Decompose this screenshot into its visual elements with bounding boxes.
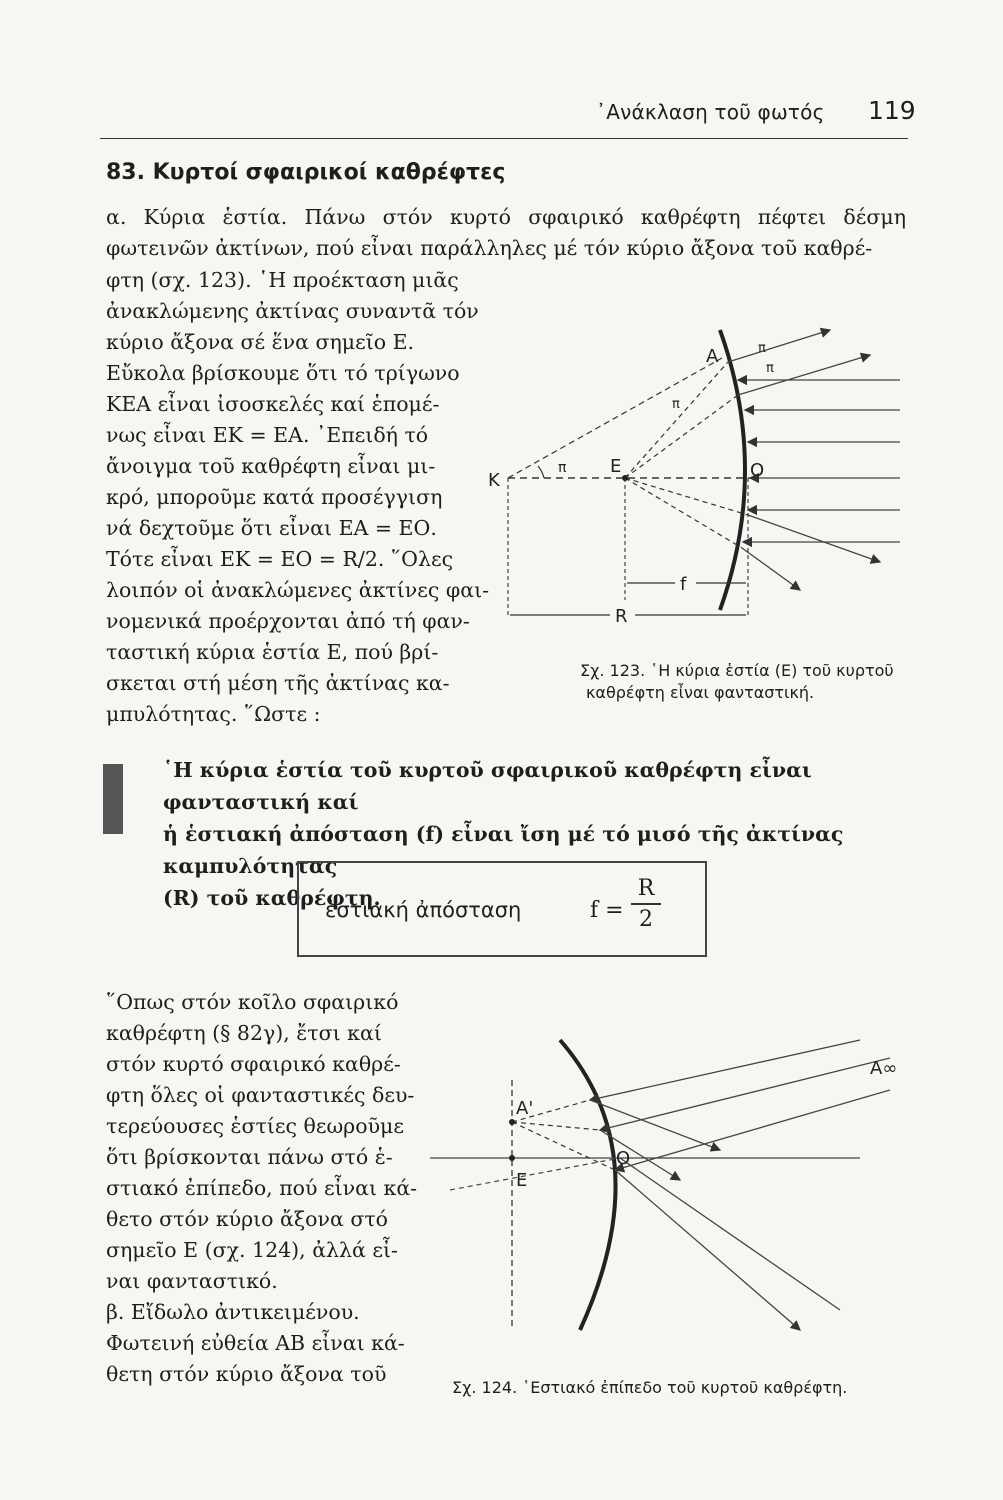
label-A-infinity: A∞ xyxy=(870,1058,898,1079)
label-E: E xyxy=(516,1170,528,1191)
convex-mirror-arc xyxy=(560,1040,616,1330)
figure-123-caption xyxy=(580,660,894,704)
label-A: A xyxy=(706,346,719,367)
text-line: ταστική κύρια ἑστία Ε, πού βρί- xyxy=(106,640,439,664)
formula-label: ἑστιακή ἀπόσταση xyxy=(325,898,522,922)
virtual-extension xyxy=(625,395,738,478)
figure-124-caption: Σχ. 124. ῾Εστιακό ἐπίπεδο τοῦ κυρτοῦ καθρέφτη. xyxy=(452,1378,848,1397)
angle-mark xyxy=(538,466,544,478)
reflected-ray xyxy=(748,515,880,562)
reflected-ray xyxy=(620,1158,840,1310)
label-pi: π xyxy=(766,361,774,376)
text-line: ὅτι βρίσκονται πάνω στό ἑ- xyxy=(106,1145,393,1169)
incident-ray xyxy=(600,1058,890,1130)
column1-text xyxy=(106,265,489,730)
text-line: θετο στόν κύριο ἄξονα στό xyxy=(106,1207,389,1231)
margin-bar xyxy=(103,764,123,834)
label-A-prime: A' xyxy=(516,1098,534,1119)
text-line: Εὔκολα βρίσκουμε ὅτι τό τρίγωνο xyxy=(106,361,460,385)
text-line: φτη ὅλες οἱ φανταστικές δευ- xyxy=(106,1083,415,1107)
text-line: νως εἶναι ΕΚ = ΕΑ. ᾿Επειδή τό xyxy=(106,423,429,447)
running-header-title: ᾿Ανάκλαση τοῦ φωτός xyxy=(596,100,825,124)
statement-line: ῾Η κύρια ἑστία τοῦ κυρτοῦ σφαιρικοῦ καθρέφτη εἶναι φανταστική καί xyxy=(163,758,812,814)
text-line: θετη στόν κύριο ἄξονα τοῦ xyxy=(106,1362,387,1386)
statement-line: (R) τοῦ καθρέφτη. xyxy=(163,886,381,910)
reflected-ray xyxy=(728,330,830,362)
label-pi: π xyxy=(558,460,567,476)
fraction-numerator: R xyxy=(637,876,655,901)
virtual-extension xyxy=(625,478,742,548)
formula-fraction xyxy=(631,876,661,932)
section-title: 83. Κυρτοί σφαιρικοί καθρέφτες xyxy=(106,160,506,185)
reflected-ray xyxy=(615,1170,800,1330)
reflected-ray xyxy=(742,548,800,590)
text-line: νομενικά προέρχονται ἀπό τή φαν- xyxy=(106,609,470,633)
text-line: Τότε εἶναι ΕΚ = ΕΟ = R/2. ῞Ολες xyxy=(106,547,454,571)
label-f: f xyxy=(680,574,687,595)
virtual-extension xyxy=(512,1122,600,1130)
virtual-extension xyxy=(625,478,748,515)
caption-line: Σχ. 123. ῾Η κύρια ἑστία (Ε) τοῦ κυρτοῦ xyxy=(580,661,894,680)
text-line: ΚΕΑ εἶναι ἰσοσκελές καί ἑπομέ- xyxy=(106,392,440,416)
text-line: σκεται στή μέση τῆς ἀκτίνας κα- xyxy=(106,671,450,695)
text-line: κρό, μποροῦμε κατά προσέγγιση xyxy=(106,485,443,509)
caption-line: καθρέφτη εἶναι φανταστική. xyxy=(586,683,815,702)
text-line: νά δεχτοῦμε ὅτι εἶναι ΕΑ = ΕΟ. xyxy=(106,516,437,540)
label-pi: π xyxy=(758,341,766,356)
text-line: καθρέφτη (§ 82γ), ἔτσι καί xyxy=(106,1021,382,1045)
focus-point xyxy=(622,475,628,481)
label-K: K xyxy=(488,470,500,491)
text-line: Φωτεινή εὐθεία ΑΒ εἶναι κά- xyxy=(106,1331,405,1355)
reflected-ray xyxy=(738,355,870,395)
text-line: τερεύουσες ἑστίες θεωροῦμε xyxy=(106,1114,404,1138)
virtual-extension xyxy=(450,1158,620,1190)
convex-mirror-arc xyxy=(720,330,745,610)
label-O: O xyxy=(750,460,765,481)
text-line: φτη (σχ. 123). ῾Η προέκταση μιᾶς xyxy=(106,268,459,292)
fraction-denominator: 2 xyxy=(639,907,653,932)
text-line: β. Εἴδωλο ἀντικειμένου. xyxy=(106,1300,360,1324)
incident-ray xyxy=(590,1040,860,1100)
intro-paragraph: α. Κύρια ἑστία. Πάνω στόν κυρτό σφαιρικό καθρέφτη πέφτει δέσμη φωτεινῶν ἀκτίνων, πού εἶναι παράλληλες μέ τόν κύριο ἄξονα τοῦ καθρέ- xyxy=(106,205,906,260)
text-line: σημεῖο Ε (σχ. 124), ἀλλά εἶ- xyxy=(106,1238,398,1262)
label-pi: π xyxy=(672,397,680,412)
figure-124-diagram xyxy=(420,1030,910,1350)
page-number: 119 xyxy=(868,96,916,125)
virtual-extension xyxy=(512,1122,615,1170)
label-E: E xyxy=(610,456,622,477)
formula-lhs: f = xyxy=(590,898,624,923)
header-rule xyxy=(100,138,908,139)
text-line: λοιπόν οἱ ἀνακλώμενες ἀκτίνες φαι- xyxy=(106,578,490,602)
text-line: κύριο ἄξονα σέ ἕνα σημεῖο Ε. xyxy=(106,330,415,354)
text-line: μπυλότητας. ῞Ωστε : xyxy=(106,702,321,726)
statement-line: ἡ ἑστιακή ἀπόσταση (f) εἶναι ἴση μέ τό μισό τῆς ἀκτίνας καμπυλότητας xyxy=(163,822,844,878)
column2-text xyxy=(106,987,417,1390)
focus-point xyxy=(509,1155,515,1161)
figure-123-diagram xyxy=(470,300,910,640)
secondary-focus-point xyxy=(509,1119,515,1125)
text-line: στιακό ἐπίπεδο, πού εἶναι κά- xyxy=(106,1176,418,1200)
fraction-bar xyxy=(631,903,661,905)
text-line: ἀνακλώμενης ἀκτίνας συναντᾶ τόν xyxy=(106,299,479,323)
text-line: ῞Οπως στόν κοῖλο σφαιρικό xyxy=(106,990,399,1014)
text-line: στόν κυρτό σφαιρικό καθρέ- xyxy=(106,1052,401,1076)
label-O: O xyxy=(616,1148,631,1169)
label-R: R xyxy=(615,606,628,627)
text-line: ἄνοιγμα τοῦ καθρέφτη εἶναι μι- xyxy=(106,454,436,478)
virtual-extension xyxy=(625,362,728,478)
text-line: ναι φανταστικό. xyxy=(106,1269,278,1293)
